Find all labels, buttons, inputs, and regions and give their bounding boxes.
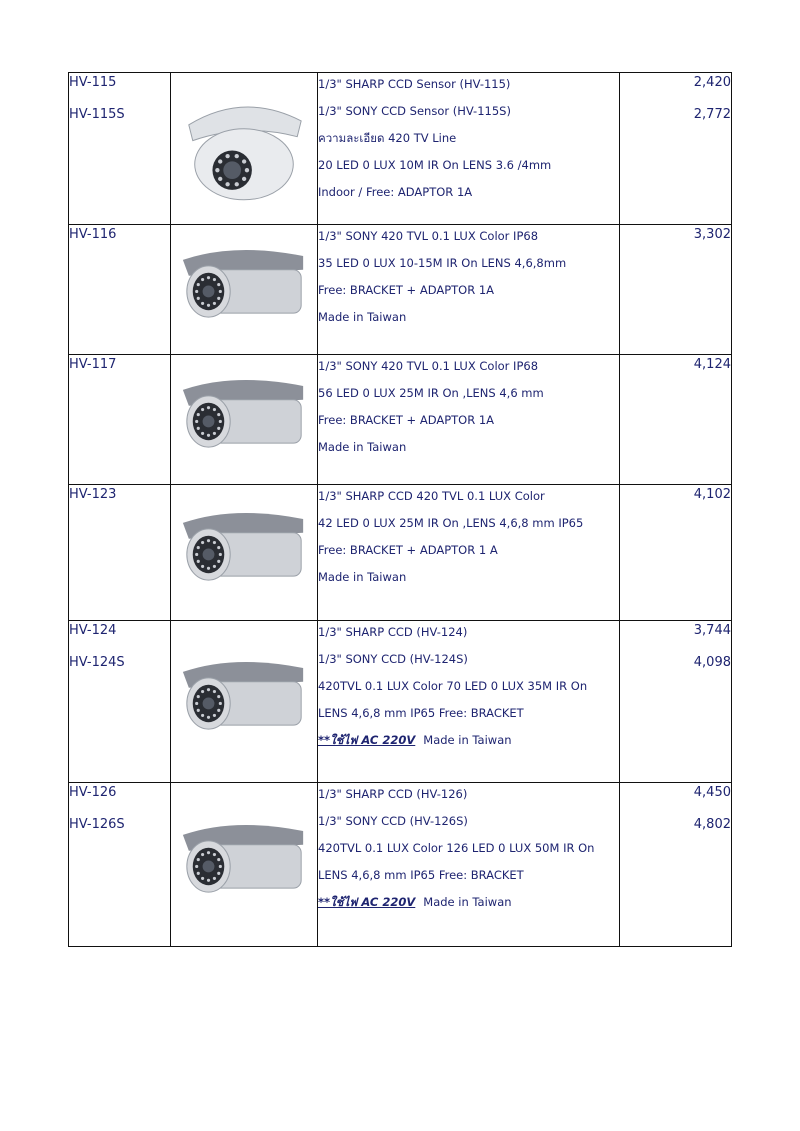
spec-line: 420TVL 0.1 LUX Color 126 LED 0 LUX 50M IR On [318,841,595,855]
spec-line: 1/3" SONY CCD Sensor (HV-115S) [318,104,511,118]
power-origin-line [318,729,619,756]
price-value: 2,420 [693,75,731,90]
model-cell [69,485,171,621]
model-cell [69,225,171,355]
price-value: 4,802 [693,817,731,832]
spec-line: 1/3" SONY 420 TVL 0.1 LUX Color IP68 [318,359,539,373]
power-origin-line [318,891,619,918]
product-row [69,783,732,947]
spec-line: 56 LED 0 LUX 25M IR On ,LENS 4,6 mm [318,386,544,400]
spec-line: 35 LED 0 LUX 10-15M IR On LENS 4,6,8mm [318,256,567,270]
origin-text: Made in Taiwan [423,733,512,747]
spec-line: 1/3" SHARP CCD Sensor (HV-115) [318,77,511,91]
price-value: 4,450 [693,785,731,800]
model-code: HV-123 [69,487,117,502]
power-note: **ใช้ไฟ AC 220V [318,895,416,909]
spec-cell [318,225,620,355]
spec-line: Free: BRACKET + ADAPTOR 1 A [318,543,498,557]
model-code: HV-115S [69,107,125,122]
price-cell [620,355,732,485]
price-value: 3,744 [693,623,731,638]
spec-line: Free: BRACKET + ADAPTOR 1A [318,413,495,427]
price-value: 3,302 [693,227,731,242]
model-code: HV-115 [69,75,117,90]
camera-photo-cell [171,621,318,783]
spec-cell [318,621,620,783]
spec-line: ความละเอียด 420 TV Line [318,131,457,145]
model-code: HV-126 [69,785,117,800]
price-cell [620,73,732,225]
model-cell [69,783,171,947]
spec-line: Free: BRACKET + ADAPTOR 1A [318,283,495,297]
model-code: HV-117 [69,357,117,372]
camera-image [175,621,313,782]
spec-line: Made in Taiwan [318,310,407,324]
product-row [69,73,732,225]
price-cell [620,783,732,947]
camera-image [175,485,313,620]
spec-line: 1/3" SHARP CCD 420 TVL 0.1 LUX Color [318,489,545,503]
spec-line: 1/3" SONY CCD (HV-126S) [318,814,468,828]
product-table [68,72,732,947]
price-value: 2,772 [693,107,731,122]
camera-photo-cell [171,355,318,485]
spec-line: 1/3" SHARP CCD (HV-124) [318,625,468,639]
spec-line: 1/3" SONY CCD (HV-124S) [318,652,468,666]
price-cell [620,621,732,783]
model-code: HV-116 [69,227,117,242]
power-note: **ใช้ไฟ AC 220V [318,733,416,747]
camera-image [175,225,313,354]
camera-photo-cell [171,485,318,621]
spec-line: Made in Taiwan [318,570,407,584]
price-value: 4,098 [693,655,731,670]
spec-line: LENS 4,6,8 mm IP65 Free: BRACKET [318,706,524,720]
spec-line: 1/3" SONY 420 TVL 0.1 LUX Color IP68 [318,229,539,243]
spec-line: 420TVL 0.1 LUX Color 70 LED 0 LUX 35M IR On [318,679,588,693]
spec-line: Made in Taiwan [318,440,407,454]
price-cell [620,225,732,355]
spec-line: 20 LED 0 LUX 10M IR On LENS 3.6 /4mm [318,158,552,172]
model-code: HV-126S [69,817,125,832]
model-cell [69,621,171,783]
product-row [69,621,732,783]
spec-cell [318,783,620,947]
origin-text: Made in Taiwan [423,895,512,909]
product-row [69,485,732,621]
price-value: 4,124 [693,357,731,372]
spec-cell [318,485,620,621]
model-code: HV-124 [69,623,117,638]
price-value: 4,102 [693,487,731,502]
camera-image [175,355,313,484]
spec-line: 42 LED 0 LUX 25M IR On ,LENS 4,6,8 mm IP65 [318,516,584,530]
product-row [69,355,732,485]
camera-image [175,73,313,224]
model-code: HV-124S [69,655,125,670]
camera-photo-cell [171,783,318,947]
product-row [69,225,732,355]
spec-cell [318,73,620,225]
model-cell [69,355,171,485]
spec-cell [318,355,620,485]
camera-photo-cell [171,73,318,225]
price-cell [620,485,732,621]
spec-line: LENS 4,6,8 mm IP65 Free: BRACKET [318,868,524,882]
spec-line: Indoor / Free: ADAPTOR 1A [318,185,473,199]
model-cell [69,73,171,225]
camera-photo-cell [171,225,318,355]
spec-line: 1/3" SHARP CCD (HV-126) [318,787,468,801]
camera-image [175,783,313,946]
